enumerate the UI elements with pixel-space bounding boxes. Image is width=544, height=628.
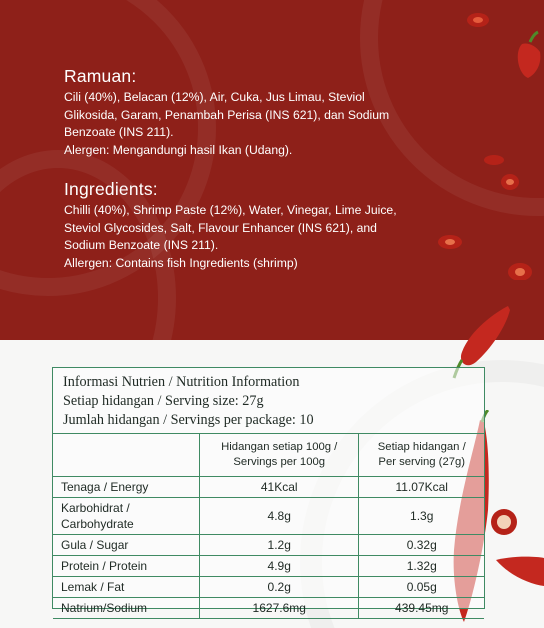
value-per100: 4.9g bbox=[200, 556, 359, 577]
ramuan-allergen: Alergen: Mengandungi hasil Ikan (Udang). bbox=[64, 142, 293, 157]
nutrition-header bbox=[53, 368, 484, 430]
ingredients-line: Steviol Glycosides, Salt, Flavour Enhancer (INS 621), and bbox=[64, 220, 377, 235]
nutrition-table bbox=[52, 367, 485, 615]
column-header-perserving bbox=[359, 434, 484, 477]
table-row bbox=[53, 477, 484, 498]
value-perserving: 11.07Kcal bbox=[359, 477, 484, 498]
ramuan-title: Ramuan: bbox=[64, 66, 137, 86]
servings-per-package: Jumlah hidangan / Servings per package: 10 bbox=[63, 412, 314, 428]
column-header-line: Per serving (27g) bbox=[378, 456, 466, 468]
ramuan-line: Glikosida, Garam, Penambah Perisa (INS 621), dan Sodium bbox=[64, 107, 390, 122]
column-header-line: Hidangan setiap 100g / bbox=[221, 441, 338, 453]
chili-icon bbox=[480, 150, 544, 280]
column-header-line: Setiap hidangan / bbox=[377, 441, 466, 453]
nutrient-label bbox=[53, 498, 200, 535]
column-header-line: Servings per 100g bbox=[233, 456, 326, 468]
value-perserving: 1.3g bbox=[359, 498, 484, 535]
ramuan-line: Benzoate (INS 211). bbox=[64, 125, 174, 140]
nutrient-label: Tenaga / Energy bbox=[53, 477, 200, 498]
nutrient-label-line: Karbohidrat / bbox=[61, 501, 130, 515]
nutrition-title: Informasi Nutrien / Nutrition Information bbox=[63, 374, 300, 390]
ingredients-allergen: Allergen: Contains fish Ingredients (shrimp) bbox=[64, 255, 298, 270]
table-row bbox=[53, 498, 484, 535]
value-perserving: 439.45mg bbox=[359, 598, 484, 619]
table-header-row bbox=[53, 434, 484, 477]
value-perserving: 0.32g bbox=[359, 535, 484, 556]
column-header-per100 bbox=[200, 434, 359, 477]
header-empty-cell bbox=[53, 434, 200, 477]
nutrient-label-line: Carbohydrate bbox=[61, 517, 134, 531]
value-per100: 1627.6mg bbox=[200, 598, 359, 619]
nutrient-label: Lemak / Fat bbox=[53, 577, 200, 598]
ramuan-text bbox=[64, 89, 464, 159]
value-perserving: 1.32g bbox=[359, 556, 484, 577]
nutrient-label: Protein / Protein bbox=[53, 556, 200, 577]
value-per100: 1.2g bbox=[200, 535, 359, 556]
table-row bbox=[53, 577, 484, 598]
ramuan-line: Cili (40%), Belacan (12%), Air, Cuka, Jus Limau, Steviol bbox=[64, 90, 365, 104]
ingredients-text bbox=[64, 202, 464, 272]
value-per100: 41Kcal bbox=[200, 477, 359, 498]
table-row bbox=[53, 535, 484, 556]
ingredients-section bbox=[64, 179, 464, 272]
ingredients-line: Sodium Benzoate (INS 211). bbox=[64, 238, 219, 253]
table-row bbox=[53, 598, 484, 619]
table-row bbox=[53, 556, 484, 577]
nutrient-label: Natrium/Sodium bbox=[53, 598, 200, 619]
ramuan-section bbox=[64, 66, 464, 159]
value-per100: 4.8g bbox=[200, 498, 359, 535]
serving-size: Setiap hidangan / Serving size: 27g bbox=[63, 393, 264, 409]
value-per100: 0.2g bbox=[200, 577, 359, 598]
nutrient-label: Gula / Sugar bbox=[53, 535, 200, 556]
ingredients-title: Ingredients: bbox=[64, 179, 158, 199]
chili-icon bbox=[462, 4, 544, 84]
ingredients-line: Chilli (40%), Shrimp Paste (12%), Water, Vinegar, Lime Juice, bbox=[64, 203, 397, 217]
nutrient-grid bbox=[53, 433, 484, 619]
value-perserving: 0.05g bbox=[359, 577, 484, 598]
